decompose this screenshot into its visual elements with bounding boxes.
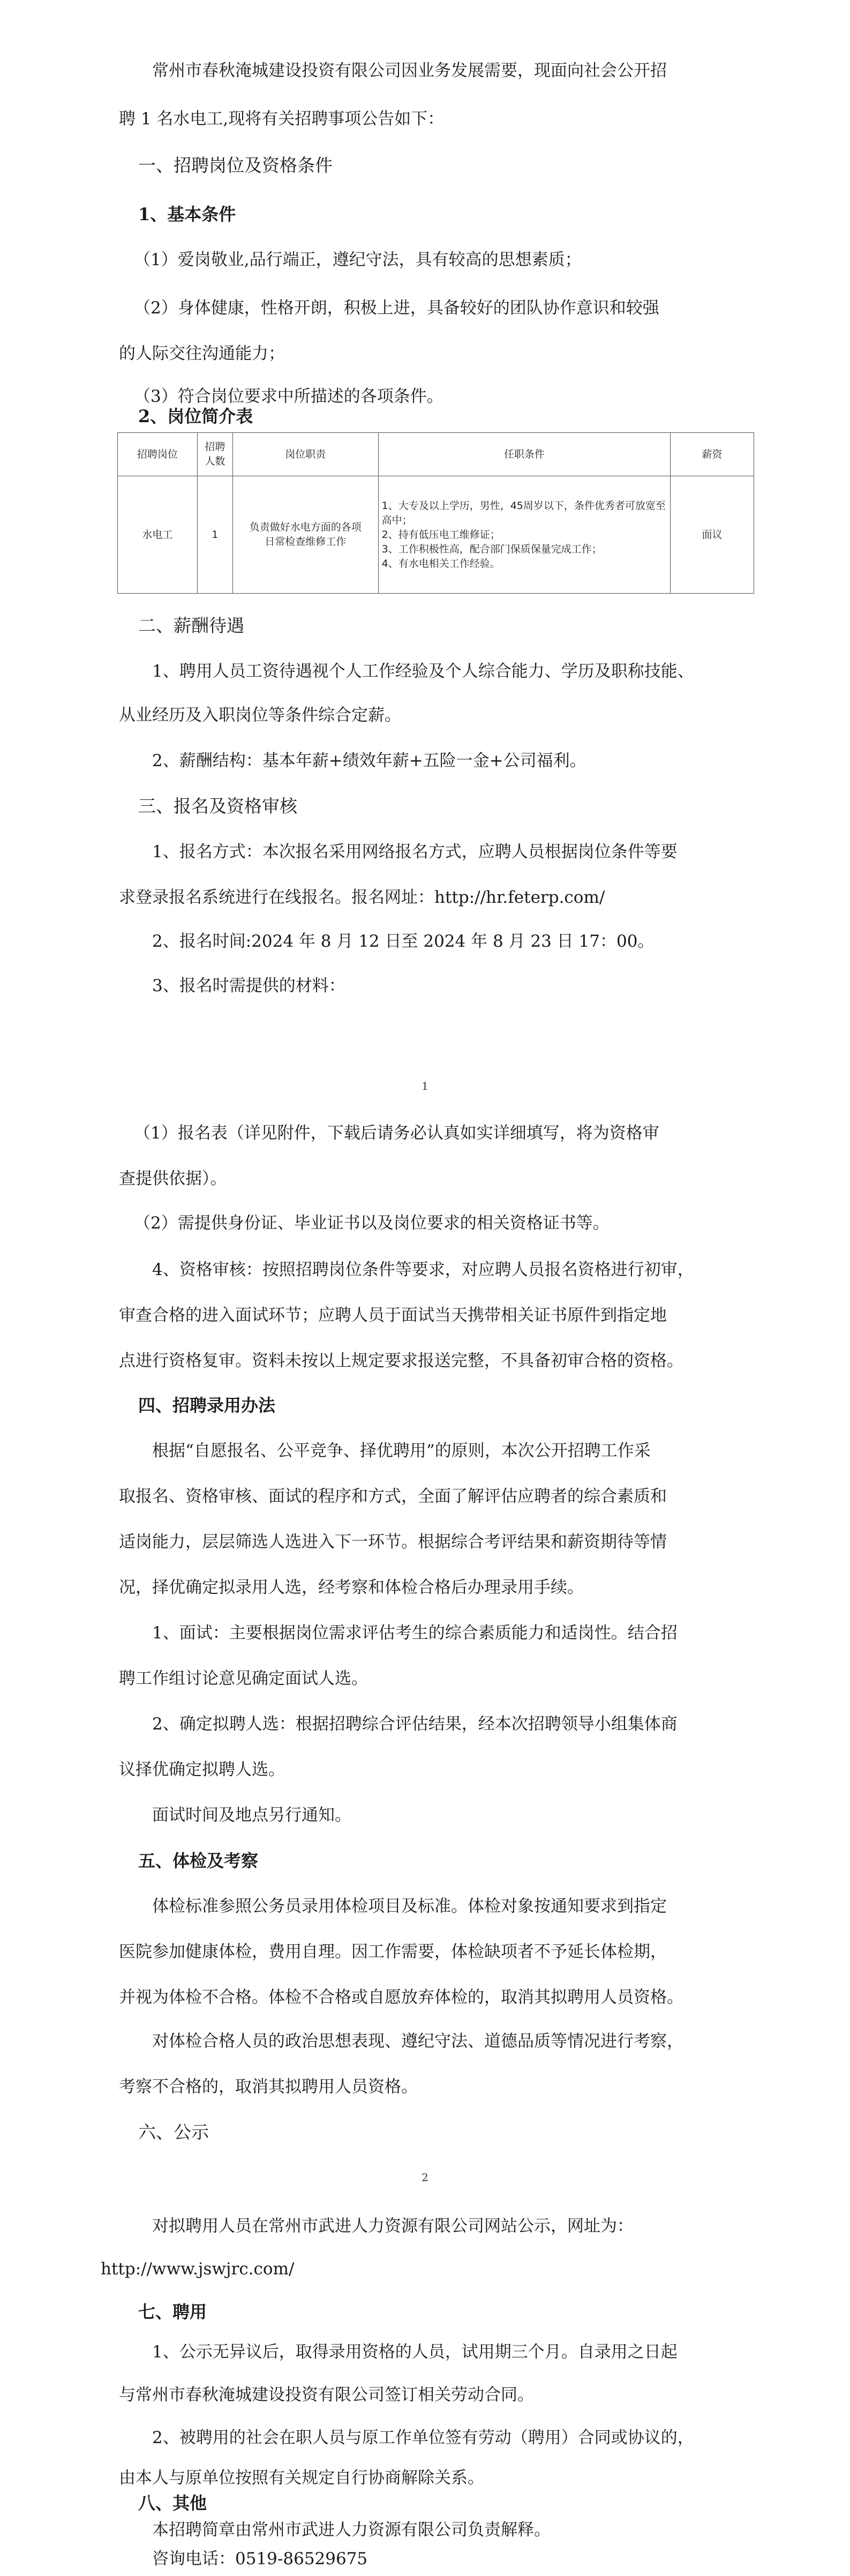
cell-requirements <box>378 476 670 594</box>
section-2-p1-line-2: 从业经历及入职岗位等条件综合定薪。 <box>119 706 401 725</box>
page-number-1: 1 <box>422 1080 428 1092</box>
contact-phone: 咨询电话：0519-86529675 <box>152 2549 368 2568</box>
condition-2-line-1: （2）身体健康，性格开朗，积极上进，具备较好的团队协作意识和较强 <box>134 298 659 318</box>
job-table-header-row <box>118 433 754 476</box>
section-3-p2: 2、报名时间:2024 年 8 月 12 日至 2024 年 8 月 23 日 17：00。 <box>152 932 655 951</box>
section-7-p1-line-1: 1、公示无异议后，取得录用资格的人员，试用期三个月。自录用之日起 <box>152 2342 678 2362</box>
condition-1: （1）爱岗敬业,品行端正，遵纪守法，具有较高的思想素质； <box>134 250 582 269</box>
section-7-p2-line-2: 由本人与原单位按照有关规定自行协商解除关系。 <box>119 2468 484 2488</box>
table-row <box>118 476 754 594</box>
section-3-p3: 3、报名时需提供的材料： <box>152 976 345 995</box>
section-3-p4-line-1: 4、资格审核：按照招聘岗位条件等要求，对应聘人员报名资格进行初审， <box>152 1260 694 1279</box>
section-4-p2-line-1: 2、确定拟聘人选：根据招聘综合评估结果，经本次招聘领导小组集体商 <box>152 1714 678 1734</box>
section-8-p1: 本招聘简章由常州市武进人力资源有限公司负责解释。 <box>152 2520 551 2540</box>
section-5-p2-line-1: 对体检合格人员的政治思想表现、遵纪守法、道德品质等情况进行考察， <box>152 2032 683 2051</box>
header-requirements: 任职条件 <box>378 433 670 476</box>
section-4-p1-line-1: 1、面试：主要根据岗位需求评估考生的综合素质能力和适岗性。结合招 <box>152 1623 678 1643</box>
page-number-2: 2 <box>422 2171 428 2184</box>
section-5-p1-line-3: 并视为体检不合格。体检不合格或自愿放弃体检的，取消其拟聘用人员资格。 <box>119 1988 683 2007</box>
requirement-1: 1、大专及以上学历，男性，45周岁以下，条件优秀者可放宽至高中； <box>381 499 666 526</box>
section-5-p1-line-2: 医院参加健康体检，费用自理。因工作需要，体检缺项者不予延长体检期， <box>119 1942 667 1961</box>
material-1-line-1: （1）报名表（详见附件，下载后请务必认真如实详细填写，将为资格审 <box>134 1124 659 1143</box>
header-duty: 岗位职责 <box>232 433 378 476</box>
section-5-heading: 五、体检及考察 <box>138 1851 259 1871</box>
condition-3: （3）符合岗位要求中所描述的各项条件。 <box>134 387 443 406</box>
material-2: （2）需提供身份证、毕业证书以及岗位要求的相关资格证书等。 <box>134 1214 610 1233</box>
section-2-p2: 2、薪酬结构：基本年薪+绩效年薪+五险一金+公司福利。 <box>152 751 586 770</box>
section-5-p2-line-2: 考察不合格的，取消其拟聘用人员资格。 <box>119 2077 418 2096</box>
cell-duty: 负责做好水电方面的各项日常检查维修工作 <box>232 476 378 594</box>
job-table <box>117 432 754 594</box>
header-count: 招聘人数 <box>197 433 232 476</box>
condition-2-line-2: 的人际交往沟通能力； <box>119 344 285 363</box>
section-1-sub-1: 1、基本条件 <box>138 204 236 224</box>
section-2-p1-line-1: 1、聘用人员工资待遇视个人工作经验及个人综合能力、学历及职称技能、 <box>152 662 694 681</box>
section-3-p4-line-3: 点进行资格复审。资料未按以上规定要求报送完整，不具备初审合格的资格。 <box>119 1351 683 1371</box>
header-position: 招聘岗位 <box>118 433 198 476</box>
section-4-p0-line-1: 根据“自愿报名、公平竞争、择优聘用”的原则，本次公开招聘工作采 <box>152 1441 651 1461</box>
section-4-p0-line-2: 取报名、资格审核、面试的程序和方式，全面了解评估应聘者的综合素质和 <box>119 1487 667 1506</box>
section-7-p2-line-1: 2、被聘用的社会在职人员与原工作单位签有劳动（聘用）合同或协议的， <box>152 2428 694 2447</box>
cell-count: 1 <box>197 476 232 594</box>
section-3-heading: 三、报名及资格审核 <box>138 796 297 817</box>
section-5-p1-line-1: 体检标准参照公务员录用体检项目及标准。体检对象按通知要求到指定 <box>152 1897 667 1916</box>
section-6-heading: 六、公示 <box>138 2122 209 2143</box>
section-4-p0-line-3: 适岗能力，层层筛选人选进入下一环节。根据综合考评结果和薪资期待等情 <box>119 1532 667 1552</box>
section-4-p0-line-4: 况，择优确定拟录用人选，经考察和体检合格后办理录用手续。 <box>119 1578 584 1597</box>
intro-line-2: 聘 1 名水电工,现将有关招聘事项公告如下： <box>119 109 445 129</box>
section-4-p3: 面试时间及地点另行通知。 <box>152 1806 351 1825</box>
section-3-p4-line-2: 审查合格的进入面试环节；应聘人员于面试当天携带相关证书原件到指定地 <box>119 1306 667 1325</box>
requirement-3: 3、工作积极性高，配合部门保质保量完成工作； <box>381 543 602 555</box>
section-6-p1-line-1: 对拟聘用人员在常州市武进人力资源有限公司网站公示，网址为： <box>152 2216 634 2236</box>
requirement-4: 4、有水电相关工作经验。 <box>381 557 500 570</box>
section-6-url: http://www.jswjrc.com/ <box>101 2259 295 2279</box>
section-3-p1-line-1: 1、报名方式：本次报名采用网络报名方式，应聘人员根据岗位条件等要 <box>152 842 678 862</box>
material-1-line-2: 查提供依据）。 <box>119 1169 227 1188</box>
section-4-p2-line-2: 议择优确定拟聘人选。 <box>119 1760 285 1779</box>
section-7-p1-line-2: 与常州市春秋淹城建设投资有限公司签订相关劳动合同。 <box>119 2385 534 2405</box>
section-2-heading: 二、薪酬待遇 <box>138 615 244 636</box>
header-salary: 薪资 <box>671 433 754 476</box>
section-8-heading: 八、其他 <box>138 2493 207 2513</box>
cell-salary: 面议 <box>671 476 754 594</box>
intro-line-1: 常州市春秋淹城建设投资有限公司因业务发展需要，现面向社会公开招 <box>152 61 667 80</box>
section-3-p1-line-2: 求登录报名系统进行在线报名。报名网址：http://hr.feterp.com/ <box>119 888 605 907</box>
section-1-heading: 一、招聘岗位及资格条件 <box>138 155 333 176</box>
requirement-2: 2、持有低压电工维修证； <box>381 528 500 541</box>
section-7-heading: 七、聘用 <box>138 2302 207 2322</box>
section-4-heading: 四、招聘录用办法 <box>138 1395 276 1416</box>
section-4-p1-line-2: 聘工作组讨论意见确定面试人选。 <box>119 1669 368 1688</box>
section-1-sub-2: 2、岗位简介表 <box>138 406 253 426</box>
cell-position: 水电工 <box>118 476 198 594</box>
